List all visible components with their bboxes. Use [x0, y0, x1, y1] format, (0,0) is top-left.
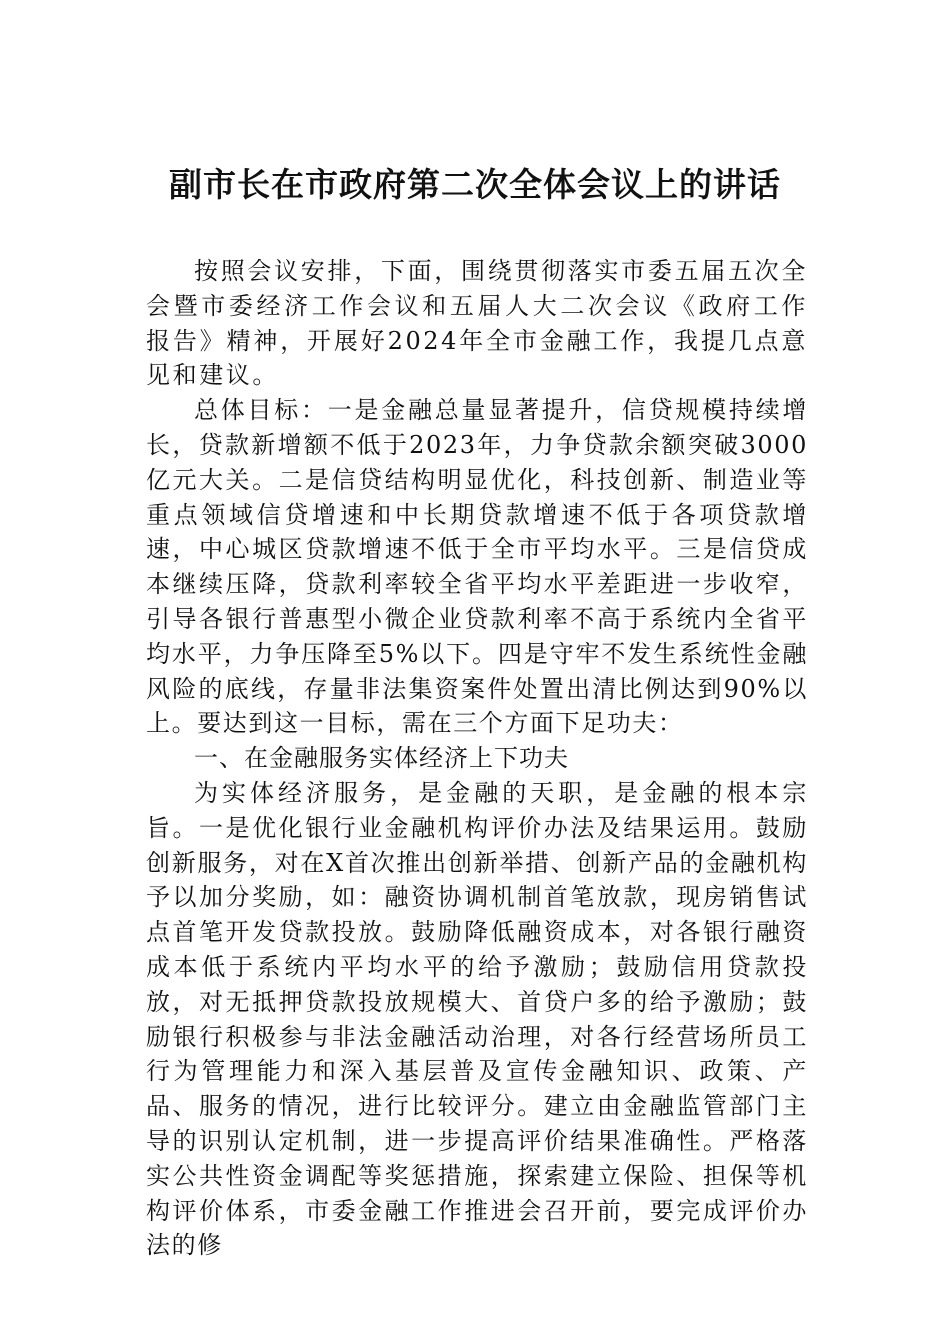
- intro-paragraph: 按照会议安排，下面，围绕贯彻落实市委五届五次全会暨市委经济工作会议和五届人大二次会议《政府工作报告》精神，开展好2024年全市金融工作，我提几点意见和建议。: [146, 257, 808, 390]
- document-title: 副市长在市政府第二次全体会议上的讲话: [169, 165, 781, 204]
- section-1-paragraph: 为实体经济服务，是金融的天职，是金融的根本宗旨。一是优化银行业金融机构评价办法及结果运用。鼓励创新服务，对在X首次推出创新举措、创新产品的金融机构予以加分奖励，如：融资协调机制首笔放款，现房销售试点首笔开发贷款投放。鼓励降低融资成本，对各银行融资成本低于系统内平均水平的给予激励；鼓励信用贷款投放，对无抵押贷款投放规模大、首贷户多的给予激励；鼓励银行积极参与非法金融活动治理，对各行经营场所员工行为管理能力和深入基层普及宣传金融知识、政策、产品、服务的情况，进行比较评分。建立由金融监管部门主导的识别认定机制，进一步提高评价结果准确性。严格落实公共性资金调配等奖惩措施，探索建立保险、担保等机构评价体系，市委金融工作推进会召开前，要完成评价办法的修: [146, 778, 808, 1260]
- document-body: [146, 254, 808, 1263]
- section-heading-1: 一、在金融服务实体经济上下功夫: [194, 744, 569, 773]
- overall-goals-paragraph: 总体目标：一是金融总量显著提升，信贷规模持续增长，贷款新增额不低于2023年，力争贷款余额突破3000亿元大关。二是信贷结构明显优化，科技创新、制造业等重点领域信贷增速和中长期贷款增速不低于各项贷款增速，中心城区贷款增速不低于全市平均水平。三是信贷成本继续压降，贷款利率较全省平均水平差距进一步收窄，引导各银行普惠型小微企业贷款利率不高于系统内全省平均水平，力争压降至5%以下。四是守牢不发生系统性金融风险的底线，存量非法集资案件处置出清比例达到90%以上。要达到这一目标，需在三个方面下足功夫：: [146, 396, 808, 738]
